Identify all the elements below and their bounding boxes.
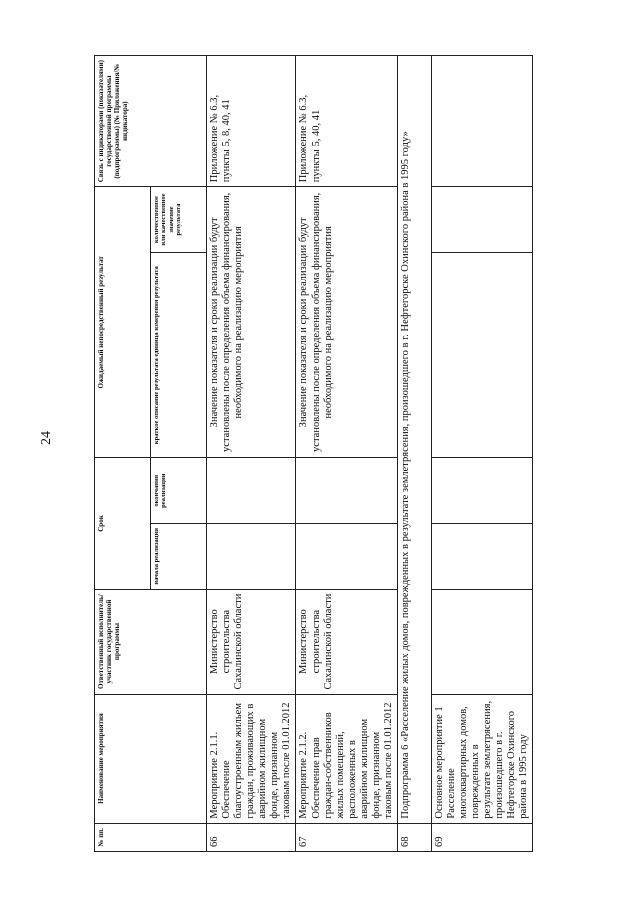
row-result: Значение показателя и сроки реализации будут установлены после определения объема финансирования, необходимого на реализацию мероприятия: [296, 187, 398, 458]
row-term-end: [431, 458, 533, 524]
row-term-start: [296, 524, 398, 590]
table-row: [207, 56, 296, 852]
row-result-desc: [431, 252, 533, 458]
header-term-end: окончания реализации: [151, 458, 207, 524]
table-row: [397, 56, 431, 852]
header-responsible: Ответственный исполнитель/участник государственной программы: [95, 589, 207, 694]
row-name: Мероприятие 2.1.2. Обеспечение прав граждан-собственников жилых помещений, расположенных в аварийном жилищном фонде, признанном таковым после 01.01.2012: [296, 694, 398, 823]
row-term-end: [207, 458, 296, 524]
row-link: Приложение № 6.3, пункты 5, 8, 40, 41: [207, 56, 296, 187]
row-link: Приложение № 6.3, пункты 5, 40, 41: [296, 56, 398, 187]
header-term: Срок: [95, 458, 151, 589]
row-name: Основное мероприятие 1 Расселение многоквартирных домов, поврежденных в результате землетрясения, произошедшего в г. Нефтегорске Охинского района в 1995 году: [431, 694, 533, 823]
row-responsible: Министерство строительства Сахалинской области: [207, 589, 296, 694]
header-result-desc: краткое описание результата единица измерения результата: [151, 252, 207, 458]
row-num: 67: [296, 823, 398, 851]
header-term-start: начала реализации: [151, 524, 207, 590]
row-link: [431, 56, 533, 187]
measures-table: [94, 55, 533, 852]
row-term-end: [296, 458, 398, 524]
row-responsible: Министерство строительства Сахалинской области: [296, 589, 398, 694]
row-responsible: [431, 589, 533, 694]
row-name: Мероприятие 2.1.1. Обеспечение благоустроенным жильем граждан, проживающих в аварийном жилищном фонде, признанном таковым после 01.01.2012: [207, 694, 296, 823]
table-row: [431, 56, 533, 852]
subprogram-title: Подпрограмма 6 «Расселение жилых домов, поврежденных в результате землетрясения, произошедшего в г. Нефтегорске Охинского района в 1995 году»: [397, 56, 431, 824]
header-name: Наименование мероприятия: [95, 694, 207, 823]
row-num: 66: [207, 823, 296, 851]
row-num: 68: [397, 823, 431, 851]
rotated-table-sheet: [94, 55, 530, 852]
row-term-start: [207, 524, 296, 590]
row-result-value: [431, 187, 533, 253]
row-num: 69: [431, 823, 533, 851]
header-result: Ожидаемый непосредственный результат: [95, 187, 151, 458]
header-result-value: количественное или качественное значение результата: [151, 187, 207, 253]
row-term-start: [431, 524, 533, 590]
row-result: Значение показателя и сроки реализации будут установлены после определения объема финансирования, необходимого на реализацию мероприятия: [207, 187, 296, 458]
header-link: Связь с индикаторами (показателями) государственной программы (подпрограммы) (№ Приложения/№ индикатора): [95, 56, 207, 187]
page-number: 24: [39, 431, 54, 445]
table-row: [296, 56, 398, 852]
header-num: № пп.: [95, 823, 207, 851]
